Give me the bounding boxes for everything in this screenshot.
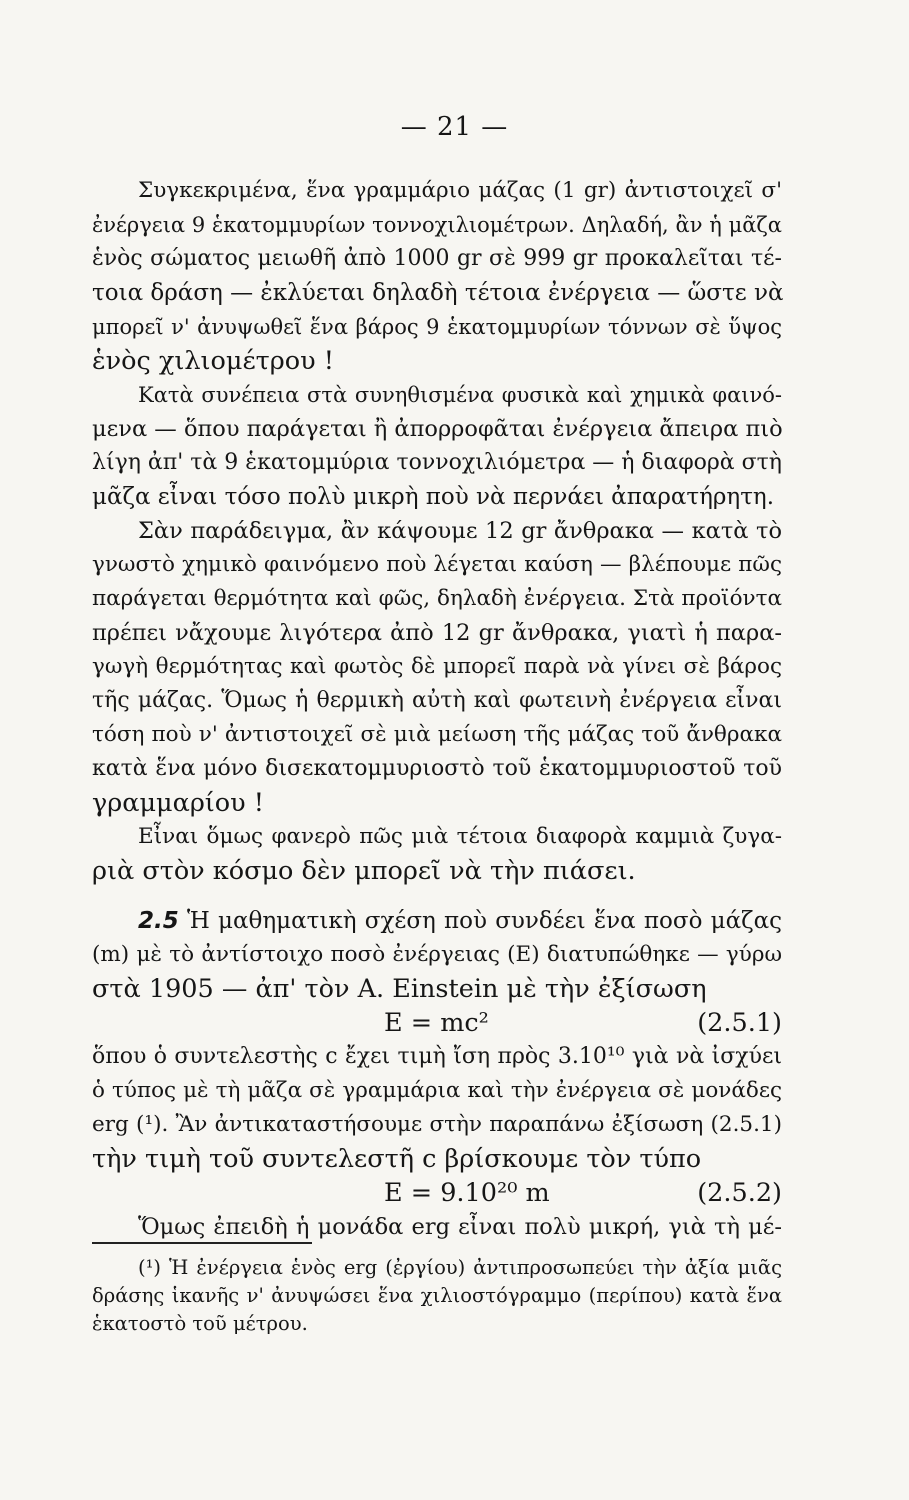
text-line: τόση ποὺ ν' ἀντιστοιχεῖ σὲ μιὰ μείωση τῆς μάζας τοῦ ἄνθρακα bbox=[92, 722, 782, 747]
text-line: Συγκεκριμένα, ἕνα γραμμάριο μάζας (1 gr) ἀντιστοιχεῖ σ' bbox=[138, 178, 782, 203]
equation-2-5-1 bbox=[92, 1006, 782, 1040]
text-line: ριὰ στὸν κόσμο δὲν μπορεῖ νὰ τὴν πιάσει. bbox=[92, 856, 636, 886]
text-line: Ὅμως ἐπειδὴ ἡ μονάδα erg εἶναι πολὺ μικρή, γιὰ τὴ μέ- bbox=[138, 1214, 782, 1240]
text-line: τὴν τιμὴ τοῦ συντελεστῆ c βρίσκουμε τὸν τύπο bbox=[92, 1144, 702, 1174]
text-line: ὅπου ὁ συντελεστὴς c ἔχει τιμὴ ἴση πρὸς 3.10¹⁰ γιὰ νὰ ἰσχύει bbox=[92, 1044, 782, 1069]
text-line: κατὰ ἕνα μόνο δισεκατομμυριοστὸ τοῦ ἑκατομμυριοστοῦ τοῦ bbox=[92, 756, 782, 781]
text-line: ἑνὸς χιλιομέτρου ! bbox=[92, 346, 334, 376]
text-line: τοια δράση — ἐκλύεται δηλαδὴ τέτοια ἐνέργεια — ὥστε νὰ bbox=[92, 280, 784, 306]
text-line: παράγεται θερμότητα καὶ φῶς, δηλαδὴ ἐνέργεια. Στὰ προϊόντα bbox=[92, 586, 782, 611]
equation-number: (2.5.2) bbox=[697, 1178, 782, 1208]
footnote-separator bbox=[92, 1242, 312, 1244]
text-line: μπορεῖ ν' ἀνυψωθεῖ ἕνα βάρος 9 ἑκατομμυρίων τόννων σὲ ὕψος bbox=[92, 315, 782, 339]
text-line: τῆς μάζας. Ὅμως ἡ θερμικὴ αὐτὴ καὶ φωτεινὴ ἐνέργεια εἶναι bbox=[92, 688, 782, 713]
section-number: 2.5 bbox=[138, 908, 179, 934]
equation-expression: E = 9.10²⁰ m bbox=[384, 1178, 550, 1208]
main-text bbox=[92, 174, 782, 888]
text-line: Εἶναι ὅμως φανερὸ πῶς μιὰ τέτοια διαφορὰ καμμιὰ ζυγα- bbox=[138, 824, 782, 849]
text-line: Σὰν παράδειγμα, ἂν κάψουμε 12 gr ἄνθρακα — κατὰ τὸ bbox=[138, 518, 782, 544]
text-line: στὰ 1905 — ἀπ' τὸν A. Einstein μὲ τὴν ἐξίσωση bbox=[92, 974, 707, 1004]
section-heading-line bbox=[92, 904, 782, 938]
text-line: ὁ τύπος μὲ τὴ μᾶζα σὲ γραμμάρια καὶ τὴν ἐνέργεια σὲ μονάδες bbox=[92, 1078, 782, 1103]
text-line: γραμμαρίου ! bbox=[92, 788, 265, 818]
footnote bbox=[92, 1254, 782, 1338]
text-line: (m) μὲ τὸ ἀντίστοιχο ποσὸ ἐνέργειας (E) διατυπώθηκε — γύρω bbox=[92, 942, 782, 967]
text-line: πρέπει νἄχουμε λιγότερα ἀπὸ 12 gr ἄνθρακα, γιατὶ ἡ παρα- bbox=[92, 620, 782, 646]
text-line: μᾶζα εἶναι τόσο πολὺ μικρὴ ποὺ νὰ περνάει ἀπαρατήρητη. bbox=[92, 484, 775, 510]
equation-expression: E = mc² bbox=[384, 1008, 489, 1038]
footnote-line: δράσης ἱκανῆς ν' ἀνυψώσει ἕνα χιλιοστόγραμμο (περίπου) κατὰ ἕνα bbox=[92, 1284, 782, 1307]
text-line: γωγὴ θερμότητας καὶ φωτὸς δὲ μπορεῖ παρὰ νὰ γίνει σὲ βάρος bbox=[92, 654, 782, 679]
text-line: ἑνὸς σώματος μειωθῆ ἀπὸ 1000 gr σὲ 999 gr προκαλεῖται τέ- bbox=[92, 246, 782, 271]
equation-2-5-2 bbox=[92, 1176, 782, 1210]
text-line: ἐνέργεια 9 ἑκατομμυρίων τοννοχιλιομέτρων. Δηλαδή, ἂν ἡ μᾶζα bbox=[92, 213, 782, 237]
page-number: — 21 — bbox=[400, 112, 509, 142]
text-line: Κατὰ συνέπεια στὰ συνηθισμένα φυσικὰ καὶ χημικὰ φαινό- bbox=[138, 383, 782, 407]
footnote-line: (¹) Ἡ ἐνέργεια ἑνὸς erg (ἐργίου) ἀντιπροσωπεύει τὴν ἀξία μιᾶς bbox=[138, 1256, 782, 1279]
footnote-line: ἑκατοστὸ τοῦ μέτρου. bbox=[92, 1312, 308, 1335]
equation-number: (2.5.1) bbox=[697, 1008, 782, 1038]
section-line-1: Ἡ μαθηματικὴ σχέση ποὺ συνδέει ἕνα ποσὸ μάζας bbox=[187, 908, 783, 934]
text-line: γνωστὸ χημικὸ φαινόμενο ποὺ λέγεται καύση — βλέπουμε πῶς bbox=[92, 552, 782, 577]
section-2-5 bbox=[92, 904, 782, 1244]
text-line: erg (¹). Ἂν ἀντικαταστήσουμε στὴν παραπάνω ἐξίσωση (2.5.1) bbox=[92, 1112, 782, 1137]
text-line: μενα — ὅπου παράγεται ἢ ἀπορροφᾶται ἐνέργεια ἄπειρα πιὸ bbox=[92, 416, 783, 442]
text-line: λίγη ἀπ' τὰ 9 ἑκατομμύρια τοννοχιλιόμετρα — ἡ διαφορὰ στὴ bbox=[92, 450, 782, 475]
